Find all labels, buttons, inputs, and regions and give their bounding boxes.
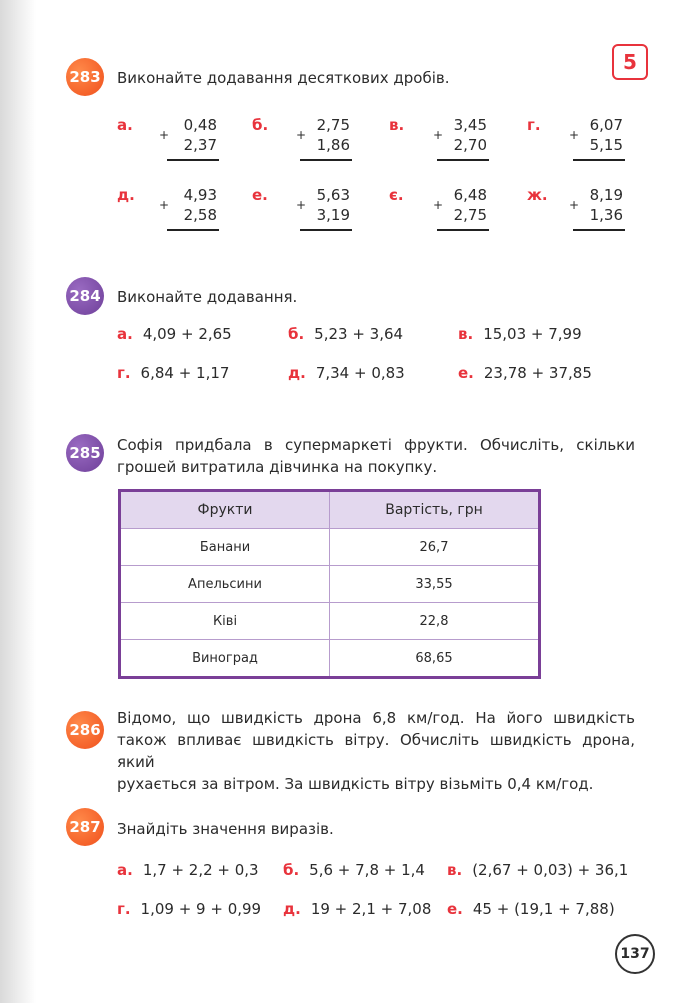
item-label: а. xyxy=(117,861,133,879)
column-addition-item xyxy=(252,116,372,176)
expression: 1,7 + 2,2 + 0,3 xyxy=(142,861,259,879)
task-284-badge: 284 xyxy=(66,277,104,315)
item-label: е. xyxy=(252,186,268,204)
item-label: д. xyxy=(283,900,301,918)
fruit-cell: Апельсини xyxy=(120,566,330,603)
column-addition-item xyxy=(117,116,237,176)
expression: 5,6 + 7,8 + 1,4 xyxy=(309,861,425,879)
item-label: е. xyxy=(458,364,474,382)
expression: 19 + 2,1 + 7,08 xyxy=(310,900,432,918)
table-row xyxy=(120,640,540,678)
task-285-line-2: грошей витратила дівчинка на покупку. xyxy=(117,458,438,476)
sum-line xyxy=(300,229,352,231)
item-label: г. xyxy=(117,364,131,382)
addend-2: 2,58 xyxy=(183,206,217,224)
expression: 5,23 + 3,64 xyxy=(314,325,404,343)
expression-item xyxy=(117,325,232,343)
item-label: є. xyxy=(389,186,404,204)
unit-number-badge: 5 xyxy=(612,44,648,80)
plus-sign: + xyxy=(569,128,580,142)
task-287-badge: 287 xyxy=(66,808,104,846)
table-header-row xyxy=(120,491,540,529)
addend-1: 0,48 xyxy=(183,116,217,134)
fruits-table xyxy=(118,489,541,679)
expression: 4,09 + 2,65 xyxy=(142,325,232,343)
task-286-text xyxy=(117,707,635,795)
expression: 7,34 + 0,83 xyxy=(315,364,405,382)
column-addition-item xyxy=(389,116,509,176)
column-addition-item xyxy=(527,116,647,176)
item-label: в. xyxy=(458,325,474,343)
task-283-badge: 283 xyxy=(66,58,104,96)
addend-2: 2,70 xyxy=(453,136,487,154)
item-label: в. xyxy=(447,861,463,879)
expression: 23,78 + 37,85 xyxy=(483,364,592,382)
expression-item xyxy=(283,900,431,918)
page-edge-shadow xyxy=(0,0,36,1003)
expression-item xyxy=(447,861,628,879)
expression-item xyxy=(117,900,261,918)
item-label: а. xyxy=(117,116,133,134)
addend-2: 3,19 xyxy=(316,206,350,224)
expression-item xyxy=(458,364,592,382)
addend-2: 2,37 xyxy=(183,136,217,154)
table-row xyxy=(120,603,540,640)
column-header: Вартість, грн xyxy=(330,491,540,529)
plus-sign: + xyxy=(433,128,444,142)
item-label: е. xyxy=(447,900,463,918)
item-label: д. xyxy=(288,364,306,382)
task-287-text: Знайдіть значення виразів. xyxy=(117,820,334,838)
column-addition-item xyxy=(527,186,647,246)
task-285-line-1: Софія придбала в супермаркеті фрукти. Обчисліть, скільки xyxy=(117,436,635,454)
expression: 45 + (19,1 + 7,88) xyxy=(472,900,615,918)
price-cell: 33,55 xyxy=(330,566,540,603)
sum-line xyxy=(437,159,489,161)
addend-2: 1,36 xyxy=(589,206,623,224)
expression-item xyxy=(458,325,582,343)
expression-item xyxy=(288,364,405,382)
column-header: Фрукти xyxy=(120,491,330,529)
table-row xyxy=(120,529,540,566)
fruit-cell: Ківі xyxy=(120,603,330,640)
sum-line xyxy=(437,229,489,231)
item-label: б. xyxy=(283,861,300,879)
expression-item xyxy=(117,364,229,382)
expression-item xyxy=(283,861,425,879)
plus-sign: + xyxy=(296,128,307,142)
item-label: д. xyxy=(117,186,135,204)
sum-line xyxy=(573,229,625,231)
addend-2: 1,86 xyxy=(316,136,350,154)
plus-sign: + xyxy=(159,198,170,212)
item-label: б. xyxy=(288,325,305,343)
task-286-line-3: рухається за вітром. За швидкість вітру візьміть 0,4 км/год. xyxy=(117,775,594,793)
item-label: в. xyxy=(389,116,405,134)
addend-1: 3,45 xyxy=(453,116,487,134)
item-label: г. xyxy=(117,900,131,918)
sum-line xyxy=(167,229,219,231)
column-addition-item xyxy=(117,186,237,246)
table-row xyxy=(120,566,540,603)
task-286-line-1: Відомо, що швидкість дрона 6,8 км/год. На його швидкість xyxy=(117,709,635,727)
column-addition-item xyxy=(389,186,509,246)
item-label: б. xyxy=(252,116,269,134)
fruit-cell: Виноград xyxy=(120,640,330,678)
plus-sign: + xyxy=(569,198,580,212)
addend-1: 6,48 xyxy=(453,186,487,204)
item-label: а. xyxy=(117,325,133,343)
expression: 6,84 + 1,17 xyxy=(140,364,230,382)
price-cell: 26,7 xyxy=(330,529,540,566)
sum-line xyxy=(300,159,352,161)
plus-sign: + xyxy=(296,198,307,212)
addend-2: 5,15 xyxy=(589,136,623,154)
expression: 1,09 + 9 + 0,99 xyxy=(140,900,262,918)
sum-line xyxy=(573,159,625,161)
item-label: ж. xyxy=(527,186,548,204)
plus-sign: + xyxy=(433,198,444,212)
addend-1: 6,07 xyxy=(589,116,623,134)
expression: 15,03 + 7,99 xyxy=(483,325,582,343)
task-286-line-2: також впливає швидкість вітру. Обчисліть швидкість дрона, який xyxy=(117,731,635,771)
addend-1: 2,75 xyxy=(316,116,350,134)
item-label: г. xyxy=(527,116,541,134)
expression: (2,67 + 0,03) + 36,1 xyxy=(472,861,629,879)
task-285-badge: 285 xyxy=(66,434,104,472)
price-cell: 68,65 xyxy=(330,640,540,678)
expression-item xyxy=(288,325,403,343)
task-283-text: Виконайте додавання десяткових дробів. xyxy=(117,69,450,87)
sum-line xyxy=(167,159,219,161)
column-addition-item xyxy=(252,186,372,246)
task-285-text xyxy=(117,434,635,478)
page-number: 137 xyxy=(615,934,655,974)
price-cell: 22,8 xyxy=(330,603,540,640)
expression-item xyxy=(117,861,259,879)
task-284-text: Виконайте додавання. xyxy=(117,288,298,306)
task-286-badge: 286 xyxy=(66,711,104,749)
addend-1: 5,63 xyxy=(316,186,350,204)
addend-2: 2,75 xyxy=(453,206,487,224)
addend-1: 4,93 xyxy=(183,186,217,204)
plus-sign: + xyxy=(159,128,170,142)
expression-item xyxy=(447,900,615,918)
fruit-cell: Банани xyxy=(120,529,330,566)
addend-1: 8,19 xyxy=(589,186,623,204)
